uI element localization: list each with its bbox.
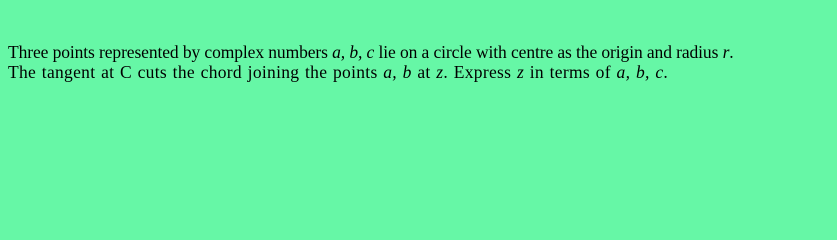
line1-variables: a, b, c [332, 42, 375, 62]
line1-text-after: lie on a circle with centre as the origin and radius [374, 42, 723, 62]
problem-statement [8, 42, 834, 82]
line1-text-before: Three points represented by complex numbers [8, 42, 333, 62]
line2-text-c: . Express [443, 62, 517, 82]
line2-text-b: at [411, 62, 437, 82]
line1-radius-variable: r [722, 42, 730, 62]
problem-line-2 [8, 62, 834, 82]
line2-z-variable-2: z [516, 62, 525, 82]
line2-variables-abc: a, b, c [616, 62, 664, 82]
line2-period: . [663, 62, 669, 82]
line2-variables-ab: a, b [383, 62, 412, 82]
line2-text-d: in terms of [524, 62, 617, 82]
problem-line-1 [8, 42, 834, 62]
line2-text-a: The tangent at C cuts the chord joining the points [8, 62, 384, 82]
line2-z-variable: z [436, 62, 444, 82]
line1-period: . [729, 42, 734, 62]
